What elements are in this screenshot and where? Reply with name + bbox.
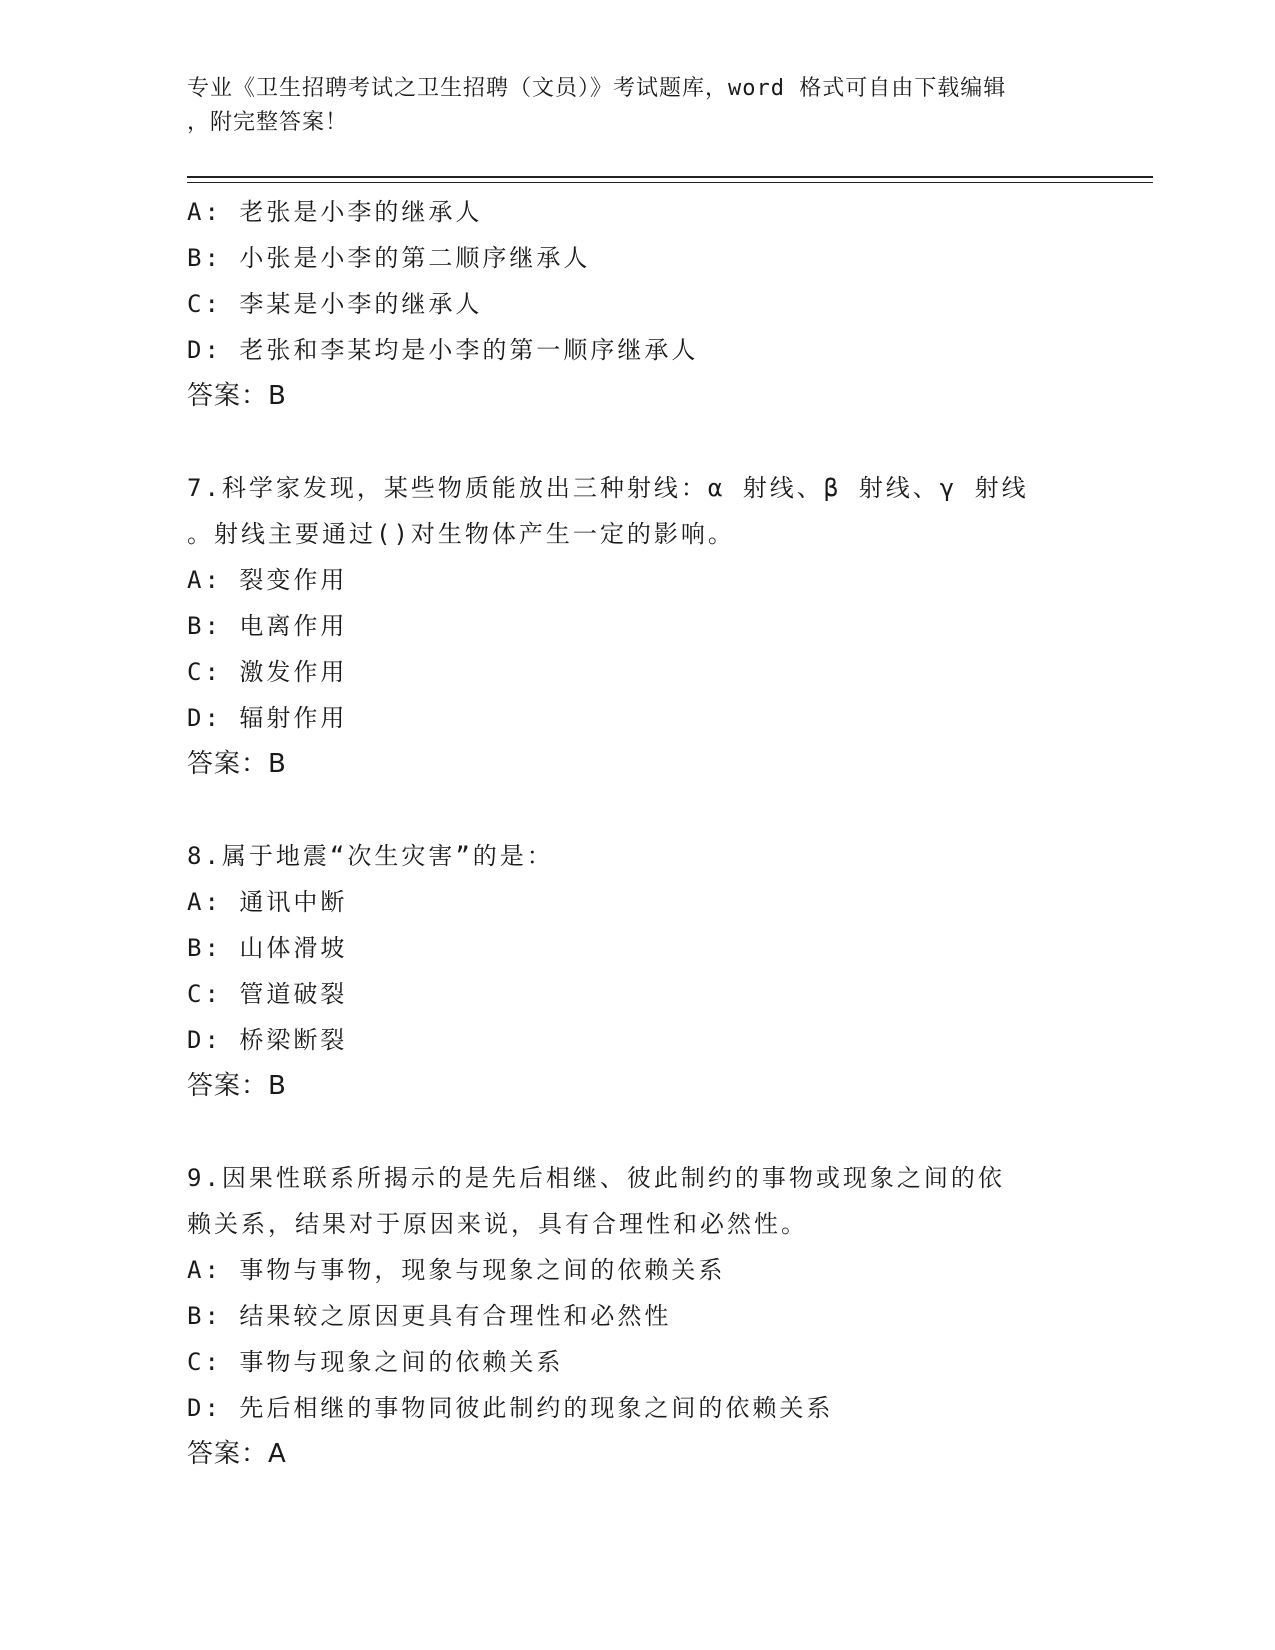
question-6-option-d: D: 老张和李某均是小李的第一顺序继承人 xyxy=(187,336,699,364)
question-7 xyxy=(187,465,1087,787)
question-8-answer: 答案：B xyxy=(187,1071,287,1101)
question-6 xyxy=(187,189,1087,419)
question-9-stem-line-1: 9.因果性联系所揭示的是先后相继、彼此制约的事物或现象之间的依 xyxy=(187,1164,1005,1192)
question-9-option-c: C: 事物与现象之间的依赖关系 xyxy=(187,1348,564,1376)
question-8-stem-line-1: 8.属于地震“次生灾害”的是： xyxy=(187,842,554,870)
question-8-option-b: B: 山体滑坡 xyxy=(187,934,348,962)
question-9-option-d: D: 先后相继的事物同彼此制约的现象之间的依赖关系 xyxy=(187,1394,834,1422)
question-8-option-c: C: 管道破裂 xyxy=(187,980,348,1008)
header-divider-thin xyxy=(187,182,1153,183)
header-line-2: ，附完整答案！ xyxy=(187,110,349,135)
question-7-option-c: C: 激发作用 xyxy=(187,658,348,686)
document-header xyxy=(187,72,1087,140)
question-8-option-a: A: 通讯中断 xyxy=(187,888,348,916)
question-9-stem-line-2: 赖关系，结果对于原因来说，具有合理性和必然性。 xyxy=(187,1210,808,1238)
question-8 xyxy=(187,833,1087,1109)
question-7-answer: 答案：B xyxy=(187,749,287,779)
header-divider-thick xyxy=(187,176,1153,178)
question-7-stem-line-2: 。射线主要通过()对生物体产生一定的影响。 xyxy=(187,520,735,548)
spacer xyxy=(187,419,1087,465)
question-6-option-b: B: 小张是小李的第二顺序继承人 xyxy=(187,244,591,272)
question-7-stem-line-1: 7.科学家发现，某些物质能放出三种射线：α 射线、β 射线、γ 射线 xyxy=(187,474,1029,502)
spacer xyxy=(187,787,1087,833)
question-7-option-b: B: 电离作用 xyxy=(187,612,348,640)
header-line-1: 专业《卫生招聘考试之卫生招聘（文员）》考试题库，word 格式可自由下载编辑 xyxy=(187,76,1007,101)
question-8-option-d: D: 桥梁断裂 xyxy=(187,1026,348,1054)
question-9-answer: 答案：A xyxy=(187,1439,287,1469)
question-6-option-c: C: 李某是小李的继承人 xyxy=(187,290,483,318)
question-9-option-b: B: 结果较之原因更具有合理性和必然性 xyxy=(187,1302,672,1330)
question-list xyxy=(187,189,1087,1477)
question-7-option-d: D: 辐射作用 xyxy=(187,704,348,732)
question-9-option-a: A: 事物与事物，现象与现象之间的依赖关系 xyxy=(187,1256,726,1284)
question-9 xyxy=(187,1155,1087,1477)
question-6-option-a: A: 老张是小李的继承人 xyxy=(187,198,483,226)
spacer xyxy=(187,1109,1087,1155)
question-7-option-a: A: 裂变作用 xyxy=(187,566,348,594)
question-6-answer: 答案：B xyxy=(187,381,287,411)
